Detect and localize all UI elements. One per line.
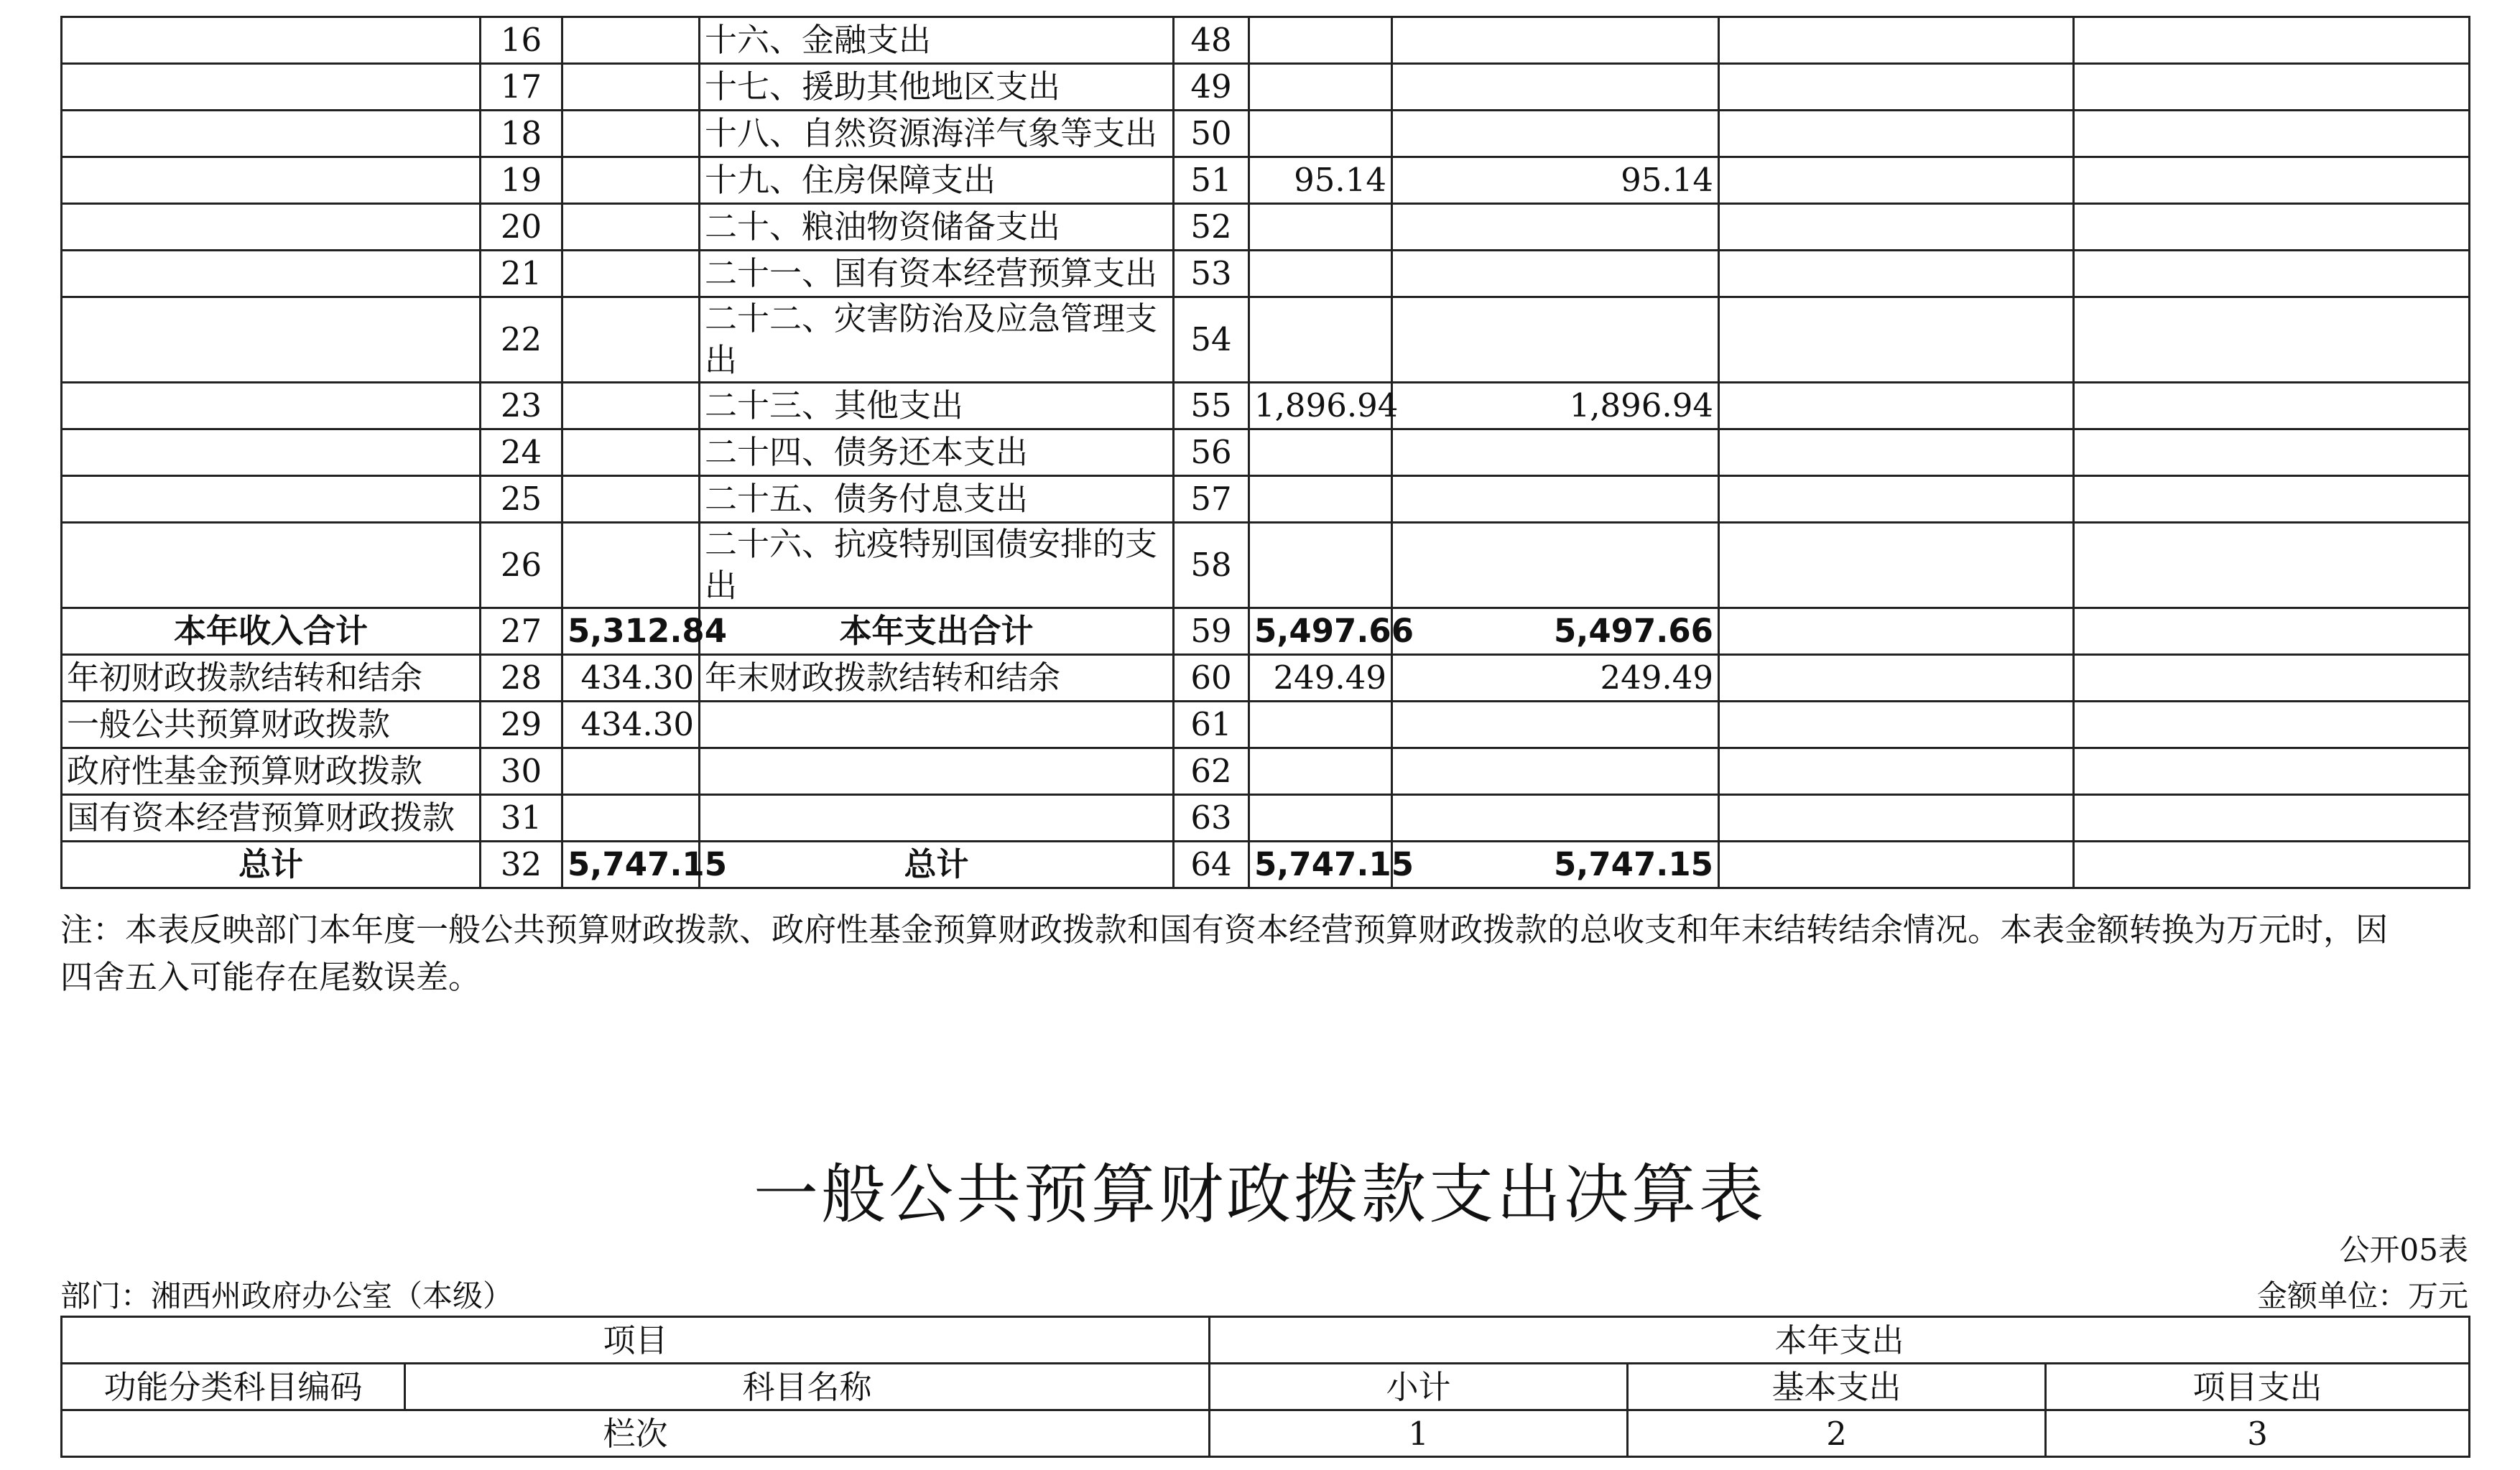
state-capital-cell xyxy=(2074,655,2470,702)
income-amount-cell: 434.30 xyxy=(562,702,700,748)
header-code: 功能分类科目编码 xyxy=(62,1364,405,1410)
state-capital-cell xyxy=(2074,297,2470,383)
expense-total-cell xyxy=(1249,429,1392,476)
table-row xyxy=(62,655,2470,702)
general-budget-cell xyxy=(1392,111,1719,157)
note-line-2: 四舍五入可能存在尾数误差。 xyxy=(60,958,481,996)
income-amount-cell xyxy=(562,748,700,795)
gov-fund-cell xyxy=(1719,795,2074,842)
income-amount-cell xyxy=(562,523,700,608)
table-row xyxy=(62,842,2470,888)
income-amount-cell xyxy=(562,17,700,64)
expense-total-cell xyxy=(1249,748,1392,795)
income-item-cell xyxy=(62,383,481,429)
header-project: 项目 xyxy=(62,1317,1210,1364)
table-row xyxy=(62,795,2470,842)
income-item-cell xyxy=(62,204,481,251)
table-row xyxy=(62,748,2470,795)
income-row-no-cell: 19 xyxy=(481,157,562,204)
income-item-cell xyxy=(62,429,481,476)
expense-item-cell: 本年支出合计 xyxy=(700,608,1174,655)
income-row-no-cell: 23 xyxy=(481,383,562,429)
general-budget-cell xyxy=(1392,429,1719,476)
income-row-no-cell: 20 xyxy=(481,204,562,251)
expense-total-cell xyxy=(1249,64,1392,111)
gov-fund-cell xyxy=(1719,608,2074,655)
expense-item-cell: 十六、金融支出 xyxy=(700,17,1174,64)
general-budget-cell xyxy=(1392,702,1719,748)
income-amount-cell xyxy=(562,383,700,429)
unit-label: 金额单位：万元 xyxy=(2256,1278,2468,1313)
expense-row-no-cell: 49 xyxy=(1174,64,1249,111)
general-budget-cell: 5,497.66 xyxy=(1392,608,1719,655)
page-title: 一般公共预算财政拨款支出决算表 xyxy=(754,1157,1766,1232)
income-item-cell xyxy=(62,64,481,111)
expense-row-no-cell: 53 xyxy=(1174,251,1249,297)
state-capital-cell xyxy=(2074,476,2470,523)
expense-item-cell: 总计 xyxy=(700,842,1174,888)
state-capital-cell xyxy=(2074,157,2470,204)
gov-fund-cell xyxy=(1719,204,2074,251)
expense-item-cell: 二十二、灾害防治及应急管理支出 xyxy=(700,297,1174,383)
table-note xyxy=(60,906,2474,1001)
income-amount-cell xyxy=(562,204,700,251)
table-row xyxy=(62,702,2470,748)
income-row-no-cell: 18 xyxy=(481,111,562,157)
gov-fund-cell xyxy=(1719,842,2074,888)
gov-fund-cell xyxy=(1719,111,2074,157)
general-budget-cell xyxy=(1392,251,1719,297)
expense-total-cell: 1,896.94 xyxy=(1249,383,1392,429)
income-item-cell: 总计 xyxy=(62,842,481,888)
expense-item-cell: 二十三、其他支出 xyxy=(700,383,1174,429)
income-item-cell xyxy=(62,157,481,204)
expense-total-cell: 95.14 xyxy=(1249,157,1392,204)
header-project-exp: 项目支出 xyxy=(2046,1364,2470,1410)
income-amount-cell xyxy=(562,795,700,842)
table-row xyxy=(62,608,2470,655)
expense-total-cell xyxy=(1249,204,1392,251)
state-capital-cell xyxy=(2074,748,2470,795)
income-row-no-cell: 25 xyxy=(481,476,562,523)
income-row-no-cell: 26 xyxy=(481,523,562,608)
expense-row-no-cell: 52 xyxy=(1174,204,1249,251)
expense-total-cell xyxy=(1249,523,1392,608)
income-row-no-cell: 27 xyxy=(481,608,562,655)
header-name: 科目名称 xyxy=(405,1364,1210,1410)
header-basic: 基本支出 xyxy=(1628,1364,2046,1410)
general-budget-cell xyxy=(1392,795,1719,842)
expense-row-no-cell: 48 xyxy=(1174,17,1249,64)
income-amount-cell xyxy=(562,429,700,476)
income-amount-cell xyxy=(562,297,700,383)
gov-fund-cell xyxy=(1719,655,2074,702)
gov-fund-cell xyxy=(1719,429,2074,476)
table-row xyxy=(62,64,2470,111)
expense-row-no-cell: 60 xyxy=(1174,655,1249,702)
header-column-no: 栏次 xyxy=(62,1410,1210,1457)
header-col-3: 3 xyxy=(2046,1410,2470,1457)
department-label: 部门：湘西州政府办公室（本级） xyxy=(60,1278,514,1313)
header-this-year: 本年支出 xyxy=(1210,1317,2470,1364)
expense-total-cell xyxy=(1249,476,1392,523)
expense-item-cell xyxy=(700,702,1174,748)
expense-row-no-cell: 51 xyxy=(1174,157,1249,204)
gov-fund-cell xyxy=(1719,476,2074,523)
general-budget-cell xyxy=(1392,64,1719,111)
income-amount-cell xyxy=(562,251,700,297)
income-row-no-cell: 31 xyxy=(481,795,562,842)
expense-item-cell: 二十五、债务付息支出 xyxy=(700,476,1174,523)
gov-fund-cell xyxy=(1719,251,2074,297)
state-capital-cell xyxy=(2074,702,2470,748)
expense-row-no-cell: 50 xyxy=(1174,111,1249,157)
header-col-1: 1 xyxy=(1210,1410,1628,1457)
expense-row-no-cell: 64 xyxy=(1174,842,1249,888)
income-row-no-cell: 16 xyxy=(481,17,562,64)
expense-row-no-cell: 57 xyxy=(1174,476,1249,523)
income-amount-cell xyxy=(562,111,700,157)
expense-total-cell: 5,747.15 xyxy=(1249,842,1392,888)
income-row-no-cell: 22 xyxy=(481,297,562,383)
general-budget-cell: 95.14 xyxy=(1392,157,1719,204)
state-capital-cell xyxy=(2074,111,2470,157)
income-row-no-cell: 17 xyxy=(481,64,562,111)
table-row xyxy=(62,297,2470,383)
income-amount-cell: 434.30 xyxy=(562,655,700,702)
general-budget-cell xyxy=(1392,748,1719,795)
expenditure-header-table xyxy=(60,1316,2470,1458)
table-row xyxy=(62,17,2470,64)
general-budget-cell xyxy=(1392,204,1719,251)
expense-item-cell: 二十、粮油物资储备支出 xyxy=(700,204,1174,251)
expense-row-no-cell: 58 xyxy=(1174,523,1249,608)
table-row xyxy=(62,383,2470,429)
income-amount-cell xyxy=(562,157,700,204)
income-item-cell xyxy=(62,17,481,64)
expense-row-no-cell: 63 xyxy=(1174,795,1249,842)
table-row xyxy=(62,429,2470,476)
income-item-cell: 本年收入合计 xyxy=(62,608,481,655)
expense-item-cell xyxy=(700,748,1174,795)
gov-fund-cell xyxy=(1719,157,2074,204)
income-row-no-cell: 29 xyxy=(481,702,562,748)
expense-row-no-cell: 56 xyxy=(1174,429,1249,476)
expense-total-cell: 5,497.66 xyxy=(1249,608,1392,655)
expense-total-cell xyxy=(1249,795,1392,842)
income-item-cell: 年初财政拨款结转和结余 xyxy=(62,655,481,702)
income-item-cell: 一般公共预算财政拨款 xyxy=(62,702,481,748)
state-capital-cell xyxy=(2074,17,2470,64)
state-capital-cell xyxy=(2074,383,2470,429)
expense-item-cell xyxy=(700,795,1174,842)
income-row-no-cell: 21 xyxy=(481,251,562,297)
state-capital-cell xyxy=(2074,795,2470,842)
income-row-no-cell: 24 xyxy=(481,429,562,476)
expense-item-cell: 年末财政拨款结转和结余 xyxy=(700,655,1174,702)
table-row xyxy=(62,251,2470,297)
expense-total-cell xyxy=(1249,251,1392,297)
expense-total-cell xyxy=(1249,111,1392,157)
state-capital-cell xyxy=(2074,608,2470,655)
expense-item-cell: 十八、自然资源海洋气象等支出 xyxy=(700,111,1174,157)
table-row xyxy=(62,204,2470,251)
expense-total-cell xyxy=(1249,702,1392,748)
income-item-cell xyxy=(62,297,481,383)
table-row xyxy=(62,111,2470,157)
note-line-1: 注：本表反映部门本年度一般公共预算财政拨款、政府性基金预算财政拨款和国有资本经营预算财政拨款的总收支和年末结转结余情况。本表金额转换为万元时，因 xyxy=(60,911,2389,949)
income-amount-cell xyxy=(562,476,700,523)
state-capital-cell xyxy=(2074,842,2470,888)
income-row-no-cell: 30 xyxy=(481,748,562,795)
expense-total-cell: 249.49 xyxy=(1249,655,1392,702)
gov-fund-cell xyxy=(1719,748,2074,795)
expense-item-cell: 十九、住房保障支出 xyxy=(700,157,1174,204)
gov-fund-cell xyxy=(1719,523,2074,608)
income-item-cell: 政府性基金预算财政拨款 xyxy=(62,748,481,795)
expense-row-no-cell: 54 xyxy=(1174,297,1249,383)
table-row xyxy=(62,157,2470,204)
income-amount-cell xyxy=(562,64,700,111)
income-item-cell xyxy=(62,523,481,608)
general-budget-cell xyxy=(1392,523,1719,608)
state-capital-cell xyxy=(2074,204,2470,251)
income-amount-cell: 5,312.84 xyxy=(562,608,700,655)
general-budget-cell: 5,747.15 xyxy=(1392,842,1719,888)
table-number: 公开05表 xyxy=(2339,1232,2468,1267)
expense-item-cell: 二十四、债务还本支出 xyxy=(700,429,1174,476)
state-capital-cell xyxy=(2074,64,2470,111)
table-row xyxy=(62,476,2470,523)
income-item-cell xyxy=(62,251,481,297)
income-row-no-cell: 32 xyxy=(481,842,562,888)
general-budget-cell: 249.49 xyxy=(1392,655,1719,702)
gov-fund-cell xyxy=(1719,383,2074,429)
income-item-cell xyxy=(62,111,481,157)
expense-item-cell: 十七、援助其他地区支出 xyxy=(700,64,1174,111)
expense-total-cell xyxy=(1249,297,1392,383)
gov-fund-cell xyxy=(1719,297,2074,383)
income-item-cell: 国有资本经营预算财政拨款 xyxy=(62,795,481,842)
gov-fund-cell xyxy=(1719,64,2074,111)
general-budget-cell xyxy=(1392,297,1719,383)
gov-fund-cell xyxy=(1719,702,2074,748)
expense-item-cell: 二十六、抗疫特别国债安排的支出 xyxy=(700,523,1174,608)
state-capital-cell xyxy=(2074,523,2470,608)
general-budget-cell xyxy=(1392,476,1719,523)
gov-fund-cell xyxy=(1719,17,2074,64)
expense-row-no-cell: 55 xyxy=(1174,383,1249,429)
expense-row-no-cell: 59 xyxy=(1174,608,1249,655)
state-capital-cell xyxy=(2074,429,2470,476)
income-amount-cell: 5,747.15 xyxy=(562,842,700,888)
general-budget-cell: 1,896.94 xyxy=(1392,383,1719,429)
header-subtotal: 小计 xyxy=(1210,1364,1628,1410)
general-budget-cell xyxy=(1392,17,1719,64)
expense-total-cell xyxy=(1249,17,1392,64)
expense-row-no-cell: 62 xyxy=(1174,748,1249,795)
expense-item-cell: 二十一、国有资本经营预算支出 xyxy=(700,251,1174,297)
income-row-no-cell: 28 xyxy=(481,655,562,702)
header-col-2: 2 xyxy=(1628,1410,2046,1457)
state-capital-cell xyxy=(2074,251,2470,297)
expense-row-no-cell: 61 xyxy=(1174,702,1249,748)
income-item-cell xyxy=(62,476,481,523)
table-row xyxy=(62,523,2470,608)
income-expense-table xyxy=(60,16,2470,889)
